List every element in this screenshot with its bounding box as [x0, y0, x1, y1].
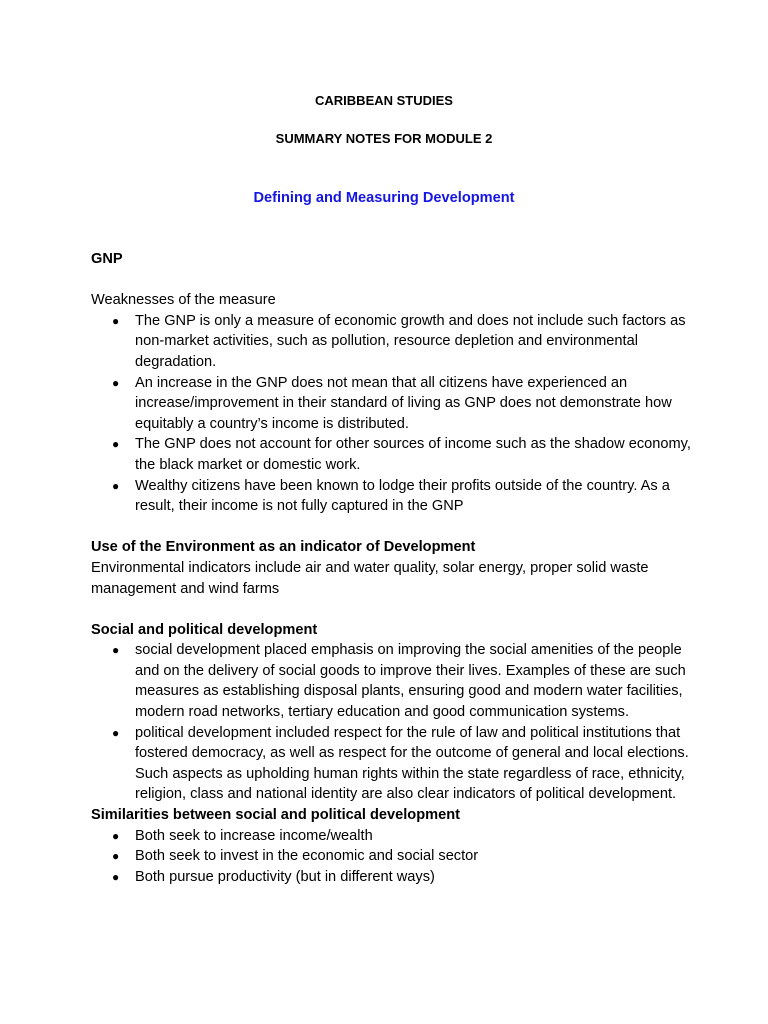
list-item-text: Both seek to invest in the economic and social sector [135, 848, 479, 865]
environment-text: Environmental indicators include air and water quality, solar energy, proper solid waste management and wind farms [91, 559, 649, 597]
list-item [91, 434, 691, 475]
social-political-heading: Social and political development [91, 621, 318, 638]
list-item-text: An increase in the GNP does not mean that all citizens have experienced an increase/improvement in their standard of living as GNP does not demonstrate how equitably a country’s income is distributed. [135, 374, 672, 432]
list-item-text: Both pursue productivity (but in different ways) [135, 868, 435, 885]
list-item [91, 640, 691, 722]
list-item-text: social development placed emphasis on improving the social amenities of the people and on the delivery of social goods to improve their lives. Examples of these are such measures as establishing disposal plants, ensuring good and modern water facilities, modern road networks, tertiary education and good communication systems. [135, 642, 686, 721]
social-political-list [91, 640, 691, 805]
spacer [91, 270, 691, 291]
gnp-weakness-list [91, 311, 691, 517]
list-item-text: Both seek to increase income/wealth [135, 827, 373, 844]
bullet-icon: ● [112, 437, 120, 452]
list-item [91, 373, 691, 435]
spacer [91, 517, 691, 538]
subject-title: CARIBBEAN STUDIES [315, 93, 453, 108]
bullet-icon: ● [112, 828, 120, 843]
bullet-icon: ● [112, 643, 120, 658]
list-item [91, 867, 691, 888]
environment-heading: Use of the Environment as an indicator of Development [91, 539, 476, 556]
document-body [91, 249, 691, 887]
list-item-text: The GNP is only a measure of economic growth and does not include such factors as non-market activities, such as pollution, resource depletion and environmental degradation. [135, 312, 686, 370]
list-item-text: The GNP does not account for other sources of income such as the shadow economy, the black market or domestic work. [135, 436, 691, 473]
gnp-heading: GNP [91, 251, 123, 267]
list-item [91, 723, 691, 805]
list-item [91, 826, 691, 847]
similarities-list [91, 826, 691, 888]
list-item [91, 846, 691, 867]
bullet-icon: ● [112, 849, 120, 864]
similarities-heading: Similarities between social and political development [91, 807, 461, 824]
bullet-icon: ● [112, 375, 120, 390]
bullet-icon: ● [112, 869, 120, 884]
list-item [91, 476, 691, 517]
list-item [91, 311, 691, 373]
module-title: SUMMARY NOTES FOR MODULE 2 [275, 131, 493, 146]
bullet-icon: ● [112, 478, 120, 493]
bullet-icon: ● [112, 313, 120, 328]
bullet-icon: ● [112, 725, 120, 740]
gnp-intro: Weaknesses of the measure [91, 292, 276, 309]
spacer [91, 599, 691, 620]
list-item-text: Wealthy citizens have been known to lodge their profits outside of the country. As a result, their income is not fully captured in the GNP [135, 477, 670, 515]
list-item-text: political development included respect for the rule of law and political institutions that fostered democracy, as well as respect for the outcome of general and local elections. Such aspects as upholding human rights within the state regardless of race, ethnicity, religion, class and national identity are also clear indicators of political development. [135, 724, 689, 803]
topic-heading: Defining and Measuring Development [253, 190, 515, 206]
